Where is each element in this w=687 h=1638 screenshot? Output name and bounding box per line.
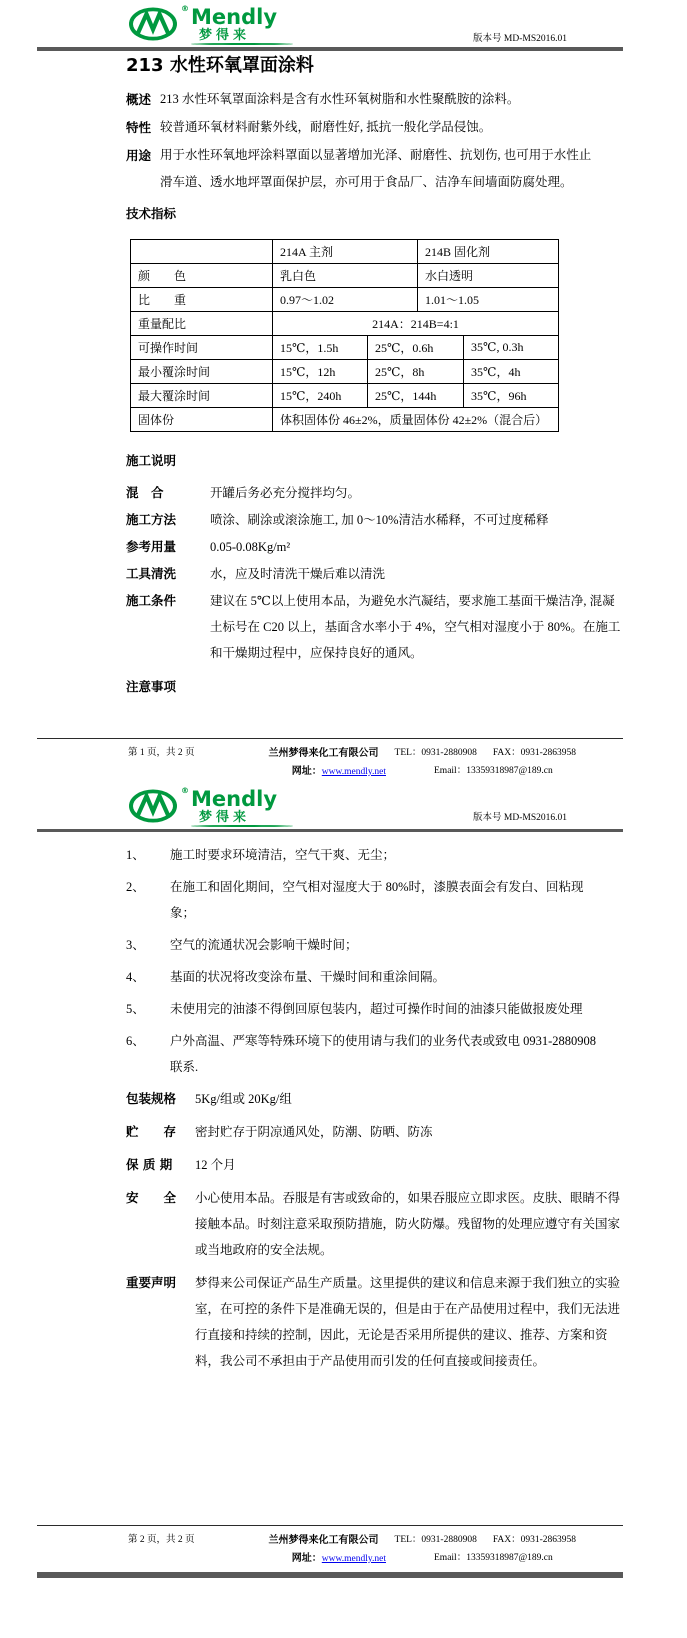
note-text: 施工时要求环境清洁，空气干爽、无尘； [170, 848, 396, 862]
construction-heading: 施工说明 [126, 453, 177, 468]
overview-row [126, 86, 626, 113]
page-number: 第 2 页，共 2 页 [128, 1535, 195, 1545]
note-item [126, 1028, 626, 1080]
statement-row [126, 1270, 626, 1374]
note-number: 3、 [126, 938, 145, 952]
website-label: 网址： [291, 766, 322, 777]
table-cell: 25℃，0.6h [368, 336, 464, 360]
bottom-divider [37, 1572, 623, 1578]
usage-label: 用途 [126, 148, 152, 163]
table-label-cell: 固体份 [131, 408, 273, 432]
notes-heading: 注意事项 [126, 679, 177, 694]
brand-name: Mendly [191, 5, 278, 29]
page2-content [126, 842, 626, 1381]
packaging-text: 5Kg/组或 20Kg/组 [195, 1092, 292, 1106]
table-cell: 35℃，96h [464, 384, 559, 408]
conditions-text: 建议在 5℃以上使用本品，为避免水汽凝结，要求施工基面干燥洁净, 混凝土标号在 C20 以上，基面含水率小于 4%，空气相对湿度小于 80%。在施工和干燥期过程中，应保持良好的通风。 [210, 594, 621, 660]
mendly-oval-icon [128, 6, 180, 42]
page-title: 213 水性环氧罩面涂料 [126, 55, 314, 76]
conditions-row [126, 588, 626, 666]
company-fax: FAX：0931-2863958 [492, 1535, 577, 1545]
table-label-cell: 最小覆涂时间 [131, 360, 273, 384]
note-text: 基面的状况将改变涂布量、干燥时间和重涂间隔。 [170, 970, 446, 984]
mixing-text: 开罐后务必充分搅拌均匀。 [210, 486, 361, 500]
page-number: 第 1 页，共 2 页 [128, 748, 195, 758]
table-cell: 35℃, 0.3h [464, 336, 559, 360]
table-cell: 乳白色 [273, 264, 418, 288]
company-line1 [269, 1531, 577, 1546]
note-item [126, 996, 626, 1022]
company-tel: TEL：0931-2880908 [394, 748, 477, 758]
page2-footer [0, 1525, 687, 1564]
overview-label: 概述 [126, 92, 152, 107]
table-row [131, 336, 559, 360]
table-cell: 水白透明 [418, 264, 559, 288]
table-label-cell: 比 重 [131, 288, 273, 312]
shelf-life-text: 12 个月 [195, 1158, 236, 1172]
website-wrap [292, 762, 386, 777]
table-row [131, 408, 559, 432]
website-label: 网址： [291, 1553, 322, 1564]
overview-text: 213 水性环氧罩面涂料是含有水性环氧树脂和水性聚酰胺的涂料。 [160, 92, 520, 106]
table-cell: 15℃，12h [273, 360, 368, 384]
feature-text: 较普通环氧材料耐紫外线，耐磨性好, 抵抗一般化学品侵蚀。 [160, 120, 492, 134]
company-info [269, 1531, 577, 1564]
website-link[interactable]: www.mendly.net [321, 767, 386, 777]
packaging-label: 包装规格 [126, 1091, 177, 1106]
company-info [269, 744, 577, 777]
logo-words [191, 789, 293, 827]
company-logo [128, 788, 293, 827]
table-label-cell: 颜 色 [131, 264, 273, 288]
storage-label: 贮 存 [126, 1124, 177, 1139]
company-name: 兰州梦得来化工有限公司 [268, 748, 379, 759]
table-label-cell: 重量配比 [131, 312, 273, 336]
table-cell: 体积固体份 46±2%，质量固体份 42±2%（混合后） [273, 408, 559, 432]
table-cell: 25℃，8h [368, 360, 464, 384]
website-wrap [292, 1549, 386, 1564]
method-text: 喷涂、刷涂或滚涂施工, 加 0～10%清洁水稀释，不可过度稀释 [210, 513, 549, 527]
safety-text: 小心使用本品。吞服是有害或致命的，如果吞服应立即求医。皮肤、眼睛不得接触本品。时刻注意采取预防措施，防火防爆。残留物的处理应遵守有关国家或当地政府的安全法规。 [195, 1191, 621, 1257]
website-link[interactable]: www.mendly.net [321, 1554, 386, 1564]
shelf-life-row [126, 1152, 626, 1178]
usage-row [126, 142, 626, 196]
table-cell: 35℃，4h [464, 360, 559, 384]
statement-label: 重要声明 [126, 1275, 177, 1290]
registered-mark: ® [181, 4, 189, 13]
tech-specs-table-wrap [126, 239, 626, 432]
dosage-text: 0.05-0.08Kg/m² [210, 540, 291, 554]
company-line1 [269, 744, 577, 759]
tech-specs-table [130, 239, 559, 432]
brand-name-cn: 梦得来 [199, 809, 251, 824]
company-tel: TEL：0931-2880908 [394, 1535, 477, 1545]
note-number: 4、 [126, 970, 145, 984]
footer-row [0, 744, 687, 777]
footer-rule [37, 1525, 623, 1526]
company-email: Email：13359318987@189.cn [434, 1553, 553, 1563]
cleaning-label: 工具清洗 [126, 566, 177, 581]
note-number: 1、 [126, 848, 145, 862]
version-label: 版本号 MD-MS2016.01 [473, 34, 567, 44]
brand-name: Mendly [191, 787, 278, 811]
page1-footer [0, 738, 687, 777]
mendly-oval-icon [128, 788, 180, 824]
page1-content [126, 55, 626, 700]
company-line2 [269, 762, 577, 777]
table-row [131, 288, 559, 312]
company-name: 兰州梦得来化工有限公司 [268, 1535, 379, 1546]
company-email: Email：13359318987@189.cn [434, 766, 553, 776]
note-text: 未使用完的油漆不得倒回原包装内，超过可操作时间的油漆只能做报废处理 [170, 1002, 583, 1016]
mixing-row [126, 480, 626, 506]
header-divider [37, 47, 623, 51]
footer-row [0, 1531, 687, 1564]
header-divider [37, 829, 623, 832]
method-label: 施工方法 [126, 512, 177, 527]
safety-label: 安 全 [126, 1190, 177, 1205]
registered-mark: ® [181, 786, 189, 795]
note-item [126, 842, 626, 868]
usage-text: 用于水性环氧地坪涂料罩面以显著增加光泽、耐磨性、抗划伤, 也可用于水性止滑车道、透水地坪罩面保护层，亦可用于食品厂、洁净车间墙面防腐处理。 [160, 148, 592, 189]
table-row [131, 312, 559, 336]
note-number: 6、 [126, 1034, 145, 1048]
table-cell: 0.97～1.02 [273, 288, 418, 312]
cleaning-text: 水，应及时清洗干燥后难以清洗 [210, 567, 386, 581]
note-text: 空气的流通状况会影响干燥时间； [170, 938, 358, 952]
conditions-label: 施工条件 [126, 593, 177, 608]
table-row [131, 264, 559, 288]
note-number: 5、 [126, 1002, 145, 1016]
safety-row [126, 1185, 626, 1263]
cleaning-row [126, 561, 626, 587]
note-number: 2、 [126, 880, 145, 894]
table-label-cell: 最大覆涂时间 [131, 384, 273, 408]
table-cell: 1.01～1.05 [418, 288, 559, 312]
feature-label: 特性 [126, 120, 152, 135]
note-item [126, 964, 626, 990]
table-cell: 25℃，144h [368, 384, 464, 408]
company-logo [128, 6, 293, 45]
company-line2 [269, 1549, 577, 1564]
dosage-label: 参考用量 [126, 539, 177, 554]
feature-row [126, 114, 626, 141]
note-item [126, 874, 626, 926]
table-cell: 15℃，240h [273, 384, 368, 408]
tech-specs-heading: 技术指标 [126, 206, 177, 221]
mixing-label: 混 合 [126, 485, 164, 500]
shelf-life-label: 保 质 期 [126, 1157, 173, 1172]
table-cell: 214A 主剂 [273, 240, 418, 264]
company-fax: FAX：0931-2863958 [492, 748, 577, 758]
table-row [131, 384, 559, 408]
dosage-row [126, 534, 626, 560]
logo-underline [191, 43, 293, 45]
method-row [126, 507, 626, 533]
storage-text: 密封贮存于阴凉通风处，防潮、防晒、防冻 [195, 1125, 433, 1139]
version-label: 版本号 MD-MS2016.01 [473, 813, 567, 823]
packaging-row [126, 1086, 626, 1112]
table-cell: 15℃，1.5h [273, 336, 368, 360]
note-text: 在施工和固化期间，空气相对湿度大于 80%时，漆膜表面会有发白、回粘现象； [170, 880, 584, 920]
table-cell [131, 240, 273, 264]
table-header-row [131, 240, 559, 264]
footer-rule [37, 738, 623, 739]
statement-text: 梦得来公司保证产品生产质量。这里提供的建议和信息来源于我们独立的实验室，在可控的条件下是准确无误的，但是由于在产品使用过程中，我们无法进行直接和持续的控制，因此，无论是否采用所提供的建议、推荐、方案和资料，我公司不承担由于产品使用而引发的任何直接或间接责任。 [195, 1276, 621, 1368]
logo-words [191, 7, 293, 45]
table-row [131, 360, 559, 384]
table-cell: 214A：214B=4:1 [273, 312, 559, 336]
note-item [126, 932, 626, 958]
brand-name-cn: 梦得来 [199, 27, 251, 42]
note-text: 户外高温、严寒等特殊环境下的使用请与我们的业务代表或致电 0931-2880908 联系. [170, 1034, 597, 1074]
table-label-cell: 可操作时间 [131, 336, 273, 360]
table-cell: 214B 固化剂 [418, 240, 559, 264]
storage-row [126, 1119, 626, 1145]
logo-underline [191, 825, 293, 827]
